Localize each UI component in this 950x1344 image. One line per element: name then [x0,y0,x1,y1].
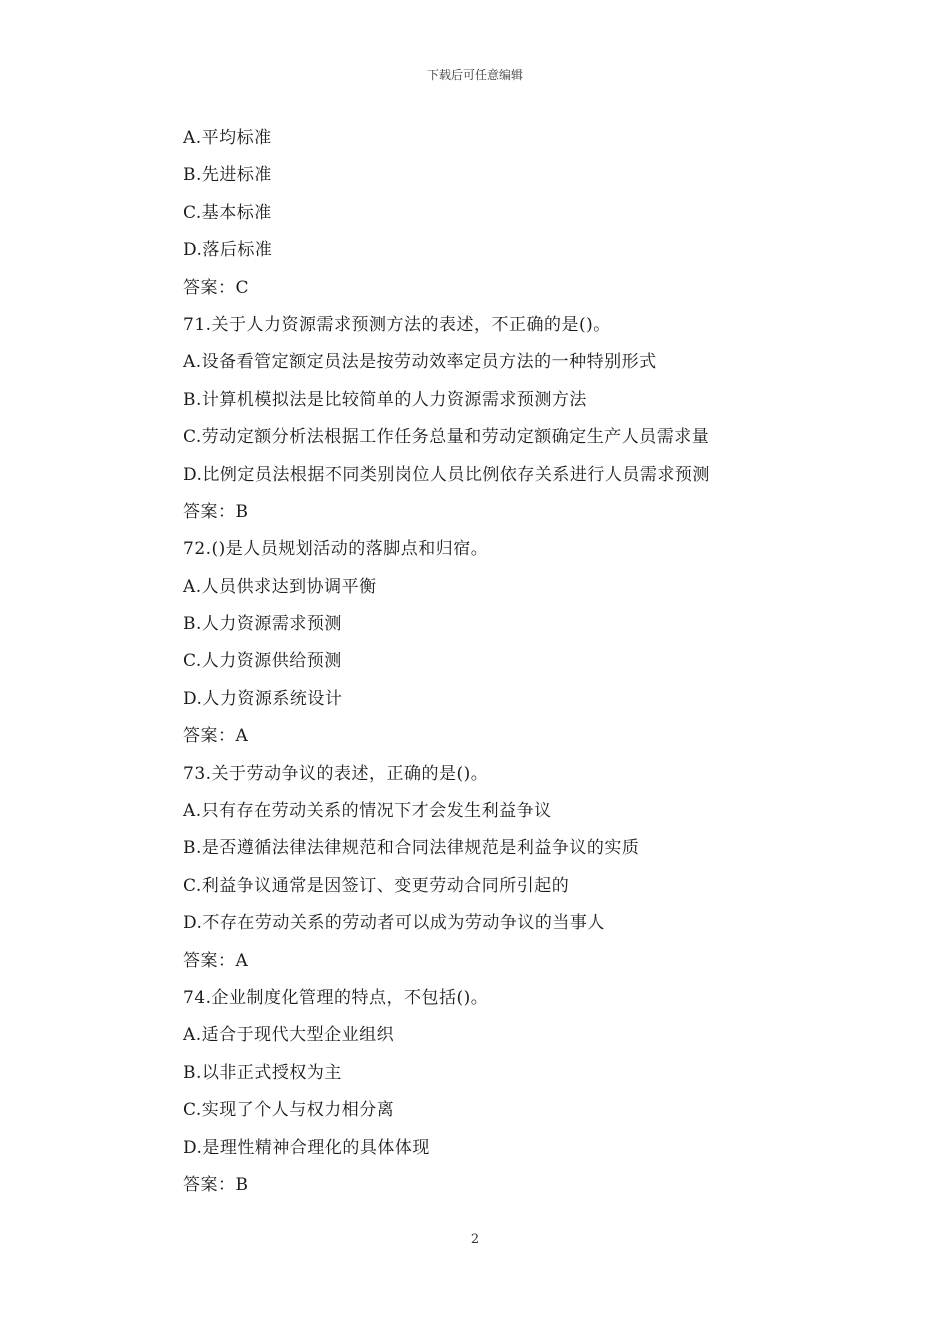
question-line: 74.企业制度化管理的特点，不包括()。 [183,987,489,1008]
option-line: B.计算机模拟法是比较简单的人力资源需求预测方法 [183,389,587,410]
option-line: D.比例定员法根据不同类别岗位人员比例依存关系进行人员需求预测 [183,464,710,485]
option-line: A.只有存在劳动关系的情况下才会发生利益争议 [183,801,552,822]
option-line: D.是理性精神合理化的具体体现 [183,1137,430,1158]
question-line: 72.()是人员规划活动的落脚点和归宿。 [183,539,489,560]
option-line: C.利益争议通常是因签订、变更劳动合同所引起的 [183,875,570,896]
option-line: B.以非正式授权为主 [183,1062,342,1083]
answer-line: 答案：B [183,501,249,522]
answer-line: 答案：A [183,950,249,971]
answer-line: 答案：C [183,277,250,298]
document-body [183,120,823,1204]
option-line: A.人员供求达到协调平衡 [183,576,377,597]
option-line: D.不存在劳动关系的劳动者可以成为劳动争议的当事人 [183,913,605,934]
option-line: C.人力资源供给预测 [183,651,342,672]
answer-line: 答案：A [183,726,249,747]
option-line: B.先进标准 [183,165,272,186]
question-line: 71.关于人力资源需求预测方法的表述，不正确的是()。 [183,314,611,335]
page-header: 下载后可任意编辑 [426,68,523,82]
option-line: C.基本标准 [183,202,272,223]
page-number: 2 [470,1232,480,1247]
option-line: D.落后标准 [183,240,273,261]
option-line: B.人力资源需求预测 [183,614,342,635]
option-line: C.劳动定额分析法根据工作任务总量和劳动定额确定生产人员需求量 [183,427,710,448]
answer-line: 答案：B [183,1174,249,1195]
option-line: B.是否遵循法律法律规范和合同法律规范是利益争议的实质 [183,838,640,859]
option-line: C.实现了个人与权力相分离 [183,1100,395,1121]
option-line: A.设备看管定额定员法是按劳动效率定员方法的一种特别形式 [183,352,657,373]
option-line: D.人力资源系统设计 [183,688,343,709]
question-line: 73.关于劳动争议的表述，正确的是()。 [183,763,489,784]
option-line: A.平均标准 [183,128,272,148]
option-line: A.适合于现代大型企业组织 [183,1025,395,1046]
